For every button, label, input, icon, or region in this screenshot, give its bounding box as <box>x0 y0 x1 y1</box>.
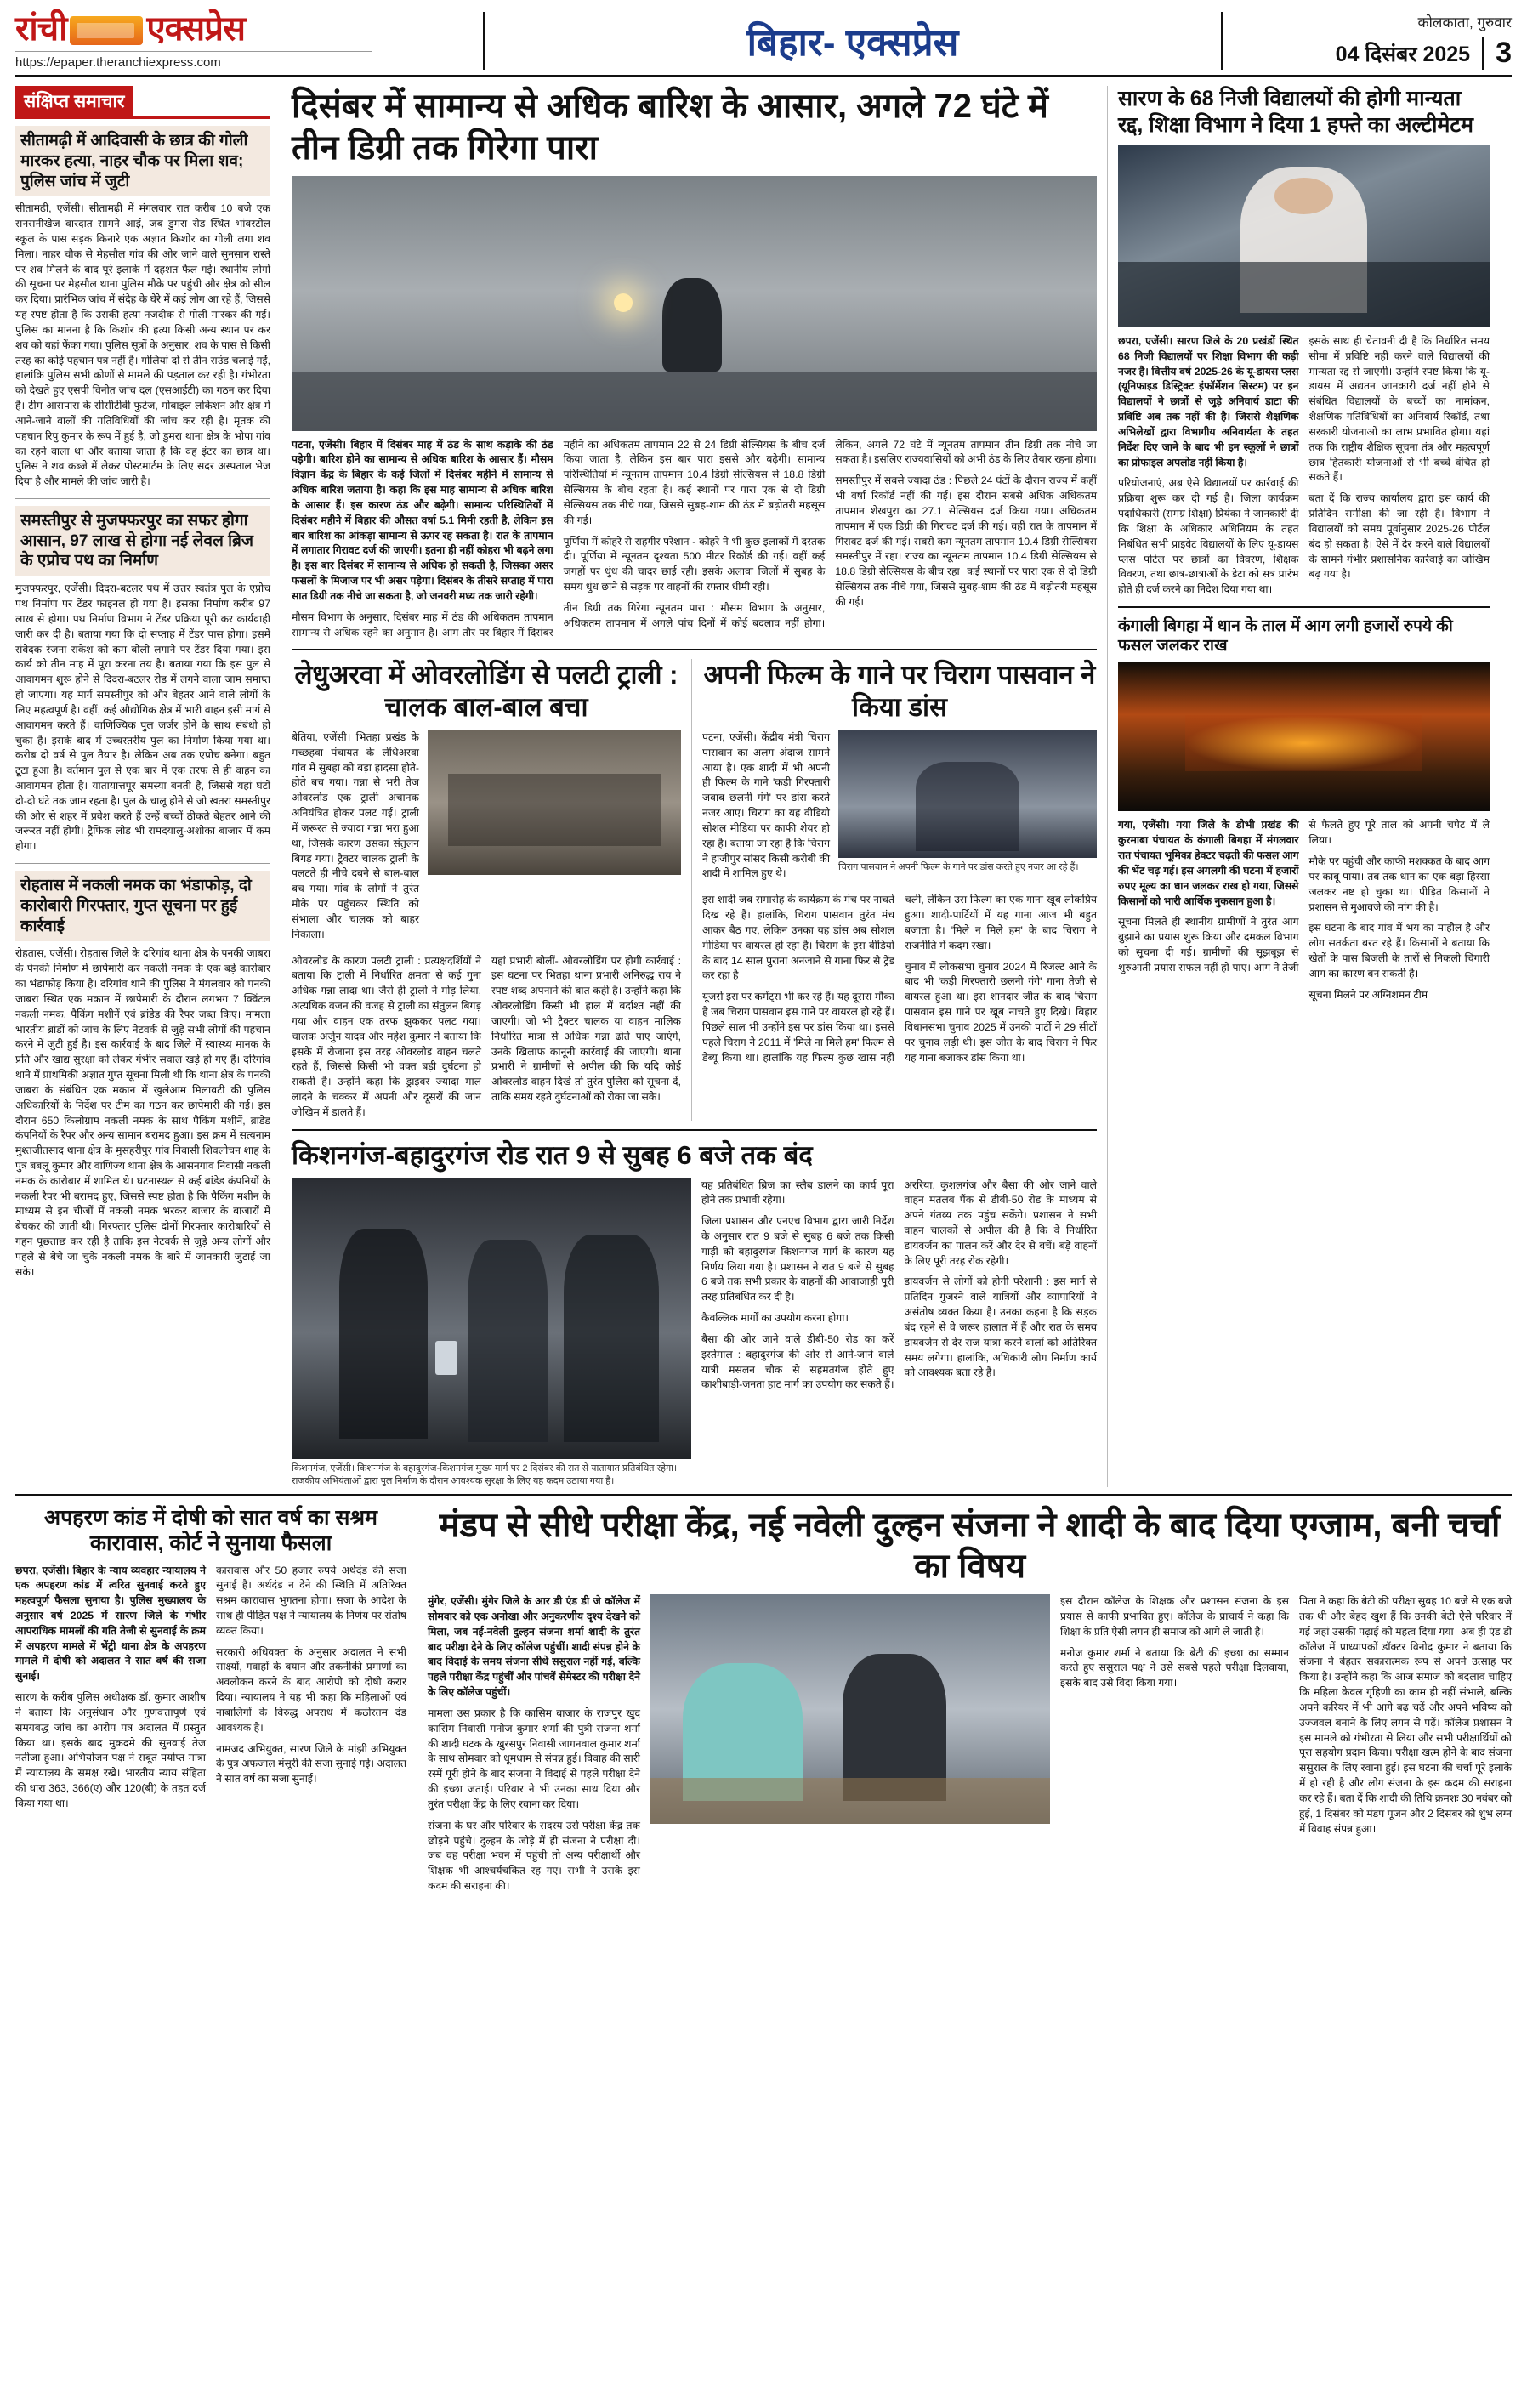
brief-title[interactable]: समस्तीपुर से मुजफ्फरपुर का सफर होगा आसान, 97 लाख से होगा नई लेवल ब्रिज के एप्रोच पथ का निर्माण <box>15 506 270 576</box>
section-title: बिहार- एक्सप्रेस <box>746 22 959 64</box>
chirag-para-2: इस शादी जब समारोह के कार्यक्रम के मंच पर नाचते दिख रहे हैं। हालांकि, चिराग पासवान तुरंत मंच आकर बैठ गए, लेकिन उनका यह डांस अब सोशल मीडिया पर वायरल हो रहा है। चिराग के इस वीडियो के बाद 14 साल पुराना अनजाने से गाना फिर से ट्रेंड कर रहा है। <box>702 894 894 982</box>
bride-para-4: इस दौरान कॉलेज के शिक्षक और प्रशासन संजना के इस प्रयास से काफी प्रभावित हुए। कॉलेज के प्राचार्य ने कहा कि शिक्षा के प्रति ऐसी लगन ही समाज को आगे ले जाती है। <box>1060 1595 1289 1638</box>
date-page-row <box>1336 37 1512 70</box>
lead-para-5: समस्तीपुर में सबसे ज्यादा ठंड : पिछले 24 घंटों के दौरान राज्य में कहीं भी वर्षा रिकॉर्ड नहीं की गई। इस दौरान सबसे अधिक अधिकतम तापमान शेखपुरा का 27.1 सेल्सियस दर्ज किया गया। अधिकतम तापमान में एक डिग्री की गिरावट दर्ज की गई। वहीं रात के तापमान में गिरावट दर्ज की गई। सबसे कम न्यूनतम तापमान 10.4 डिग्री सेल्सियस समस्तीपुर में रहा। राज्य का न्यूनतम तापमान 10.4 डिग्री सेल्सियस से 18.8 डिग्री सेल्सियस के बीच रहा। कई स्थानों पर पारा एक से दो डिग्री सेल्सियस तक नीचे गया, जिससे सुबह-शाम की ठंड में बढ़ोतरी महसूस की गई। <box>835 474 1097 608</box>
saran-para-3: इसके साथ ही चेतावनी दी है कि निर्धारित समय सीमा में प्रविष्टि नहीं करने वाले विद्यालयों की मान्यता रद्द से जाएगी। उन्होंने स्पष्ट किया कि यू-डायस में अद्यतन जानकारी दर्ज नहीं होने से संबंधित विद्यालयों के बच्चों का नामांकन, शैक्षणिक गतिविधियों का अनिवार्य रिकॉर्ड, तथा सरकारी योजनाओं का लाभ प्रभावित होगा। यहां तक कि राष्ट्रीय शैक्षिक सूचना तंत्र और महत्वपूर्ण छात्र हितकारी योजनाओं से भी बच्चे वंचित हो सकते हैं। <box>1308 335 1490 484</box>
politician-waving-crowd-photo <box>1118 145 1490 327</box>
bride-para-5: मनोज कुमार शर्मा ने बताया कि बेटी की इच्छा का सम्मान करते हुए ससुराल पक्ष ने उसे सबसे पहले परीक्षा दिलवाया, इसके बाद उसे विदा किया गया। <box>1060 1646 1289 1690</box>
bride-para-2: मामला उस प्रकार है कि कासिम बाजार के राजपुर खुद कासिम निवासी मनोज कुमार शर्मा की पुत्री संजना शर्मा की शादी घटक के खुरसपुर निवासी जागनवाल कुमार शर्मा के साथ सोमवार को धूमधाम से संपन्न हुई। विवाह की सारी रस्में पूरी होने के बाद संजना ने विदाई से पहले परीक्षा देने की इच्छा जताई। परिवार ने भी उनका साथ दिया और तुरंत परीक्षा केंद्र के लिए रवाना कर दिया। <box>428 1707 640 1810</box>
verdict-para-1: छपरा, एजेंसी। बिहार के न्याय व्यवहार न्यायालय ने एक अपहरण कांड में त्वरित सुनवाई करते हुए महत्वपूर्ण फैसला सुनाया है। पुलिस मुख्यालय के अनुसार वर्ष 2025 में सारण जिले के गंभीर आपराधिक मामलों की गति तेजी से सुनवाई के क्रम में अपहरण मामले में भेंट्री थाना क्षेत्र के अपहरण मामले में दोषी को अदालत ने सात वर्ष की सजा सुनाई। <box>15 1564 206 1683</box>
story-kidnapping-verdict <box>15 1505 406 1900</box>
kishanganj-photo-caption: किशनगंज, एजेंसी। किशनगंज के बहादुरगंज-किशनगंज मुख्य मार्ग पर 2 दिसंबर की रात से यातायात प्रतिबंधित रहेगा। राजकीय अभियंताओं द्वारा पुल निर्माण के दौरान आवश्यक सुरक्षा के लिए यह कदम उठाया गया है। <box>292 1462 678 1486</box>
logo-text-right: एक्सप्रेस <box>146 10 246 48</box>
chirag-para-1: पटना, एजेंसी। केंद्रीय मंत्री चिराग पासवान का अलग अंदाज सामने आया है। एक शादी में भी अपनी ही फिल्म के गाने 'कड़ी गिरफ्तारी जवाब छलनी गंगे' पर डांस करते नजर आए। चिराग का यह वीडियो सोशल मीडिया पर काफी शेयर हो रहा है। बताया जा रहा है कि चिराग ने हाजीपुर सांसद किसी करीबी की शादी में शामिल हुए थे। <box>702 730 830 880</box>
verdict-headline[interactable]: अपहरण कांड में दोषी को सात वर्ष का सश्रम कारावास, कोर्ट ने सुनाया फैसला <box>44 1505 377 1555</box>
saran-para-2: परियोजनाएं, अब ऐसे विद्यालयों पर कार्रवाई की प्रक्रिया शुरू कर दी गई है। जिला कार्यक्रम पदाधिकारी (समग्र शिक्षा) प्रियंका ने जानकारी दी कि शिक्षा के अधिकार अधिनियम के तहत निबंधित सभी प्राइवेट विद्यालयों के लिए यू-डायस प्लस पोर्टल पर छात्रों का विवरण, शिक्षक विवरण, तथा छात्र-छात्राओं के डेटा को सत्र प्रारंभ होते ही दर्ज करने का निदेश दिया गया था। <box>1118 477 1299 596</box>
bride-exam-headline[interactable]: मंडप से सीधे परीक्षा केंद्र, नई नवेली दुल्हन संजना ने शादी के बाद दिया एग्जाम, बनी चर्चा का विषय <box>439 1506 1501 1586</box>
mid-two-story-row <box>292 659 1097 1120</box>
chirag-photo-caption: चिराग पासवान ने अपनी फिल्म के गाने पर डांस करते हुए नजर आ रहे हैं। <box>838 861 1079 872</box>
brief-body: रोहतास, एजेंसी। रोहतास जिले के दरिगांव थाना क्षेत्र के पनकी जाबरा के पेनकी निर्माण में छापेमारी कर नकली नमक के एक बड़े कारोबार का भंडाफोड़ किया है। दरिगांव थाने की पुलिस ने मंगलवार को पनकी जाबरा स्थित एक मकान में छापेमारी के दौरान लगभग 7 क्विंटल नकली नमक, पैकिंग मशीनें एवं ब्रांडेड की रैपर जब्त किए। मामला भारतीय ब्रांडों को जांच के लिए नेटवर्क से जुड़े सभी लोगों की पहचान करने में जुटी हुई है। इस कार्रवाई के बाद जिले में स्वास्थ्य मानक के प्रति और खाद्य सुरक्षा को लेकर गंभीर सवाल खड़े हो गए हैं। दरिगांव थाने में प्राथमिकी अज्ञात गुप्त सूचना मिली थी कि थाना क्षेत्र के पनकी जाबरा के संबंधित एक मकान में खुलेआम मिलावटी की पुलिस अधिकारियों के निर्देश पर टीम का गठन कर छापेमारी की गई। इस दौरान 650 किलोग्राम नकली नमक के साथ पैकिंग मशीनें, ब्रांडेड कंपनियों के रैपर और अन्य सामान बरामद हुआ। इस क्रम में सत्यनाम मुश्तजीतसाद थाना क्षेत्र के मुसहरीपुर गांव निवासी शिवलोचन शाह के पुत्र बबलू कुमार और वाणिज्य थाना क्षेत्र के आसनगांव निवासी नकली नमक के कारोबार में शामिल थे। घटनास्थल से कई ब्रांडेड कंपनियों के नकली रैपर भी बरामद हुए, जिससे स्पष्ट होता है कि पैकिंग मशीन के माध्यम से इन चीजों में नकली नमक भरकर बाजार के बाजारों में बेचकर की जाती थी। गिरफ्तार पुलिस दोनों गिरफ्तार कारोबारियों से गहन पूछताछ कर रही है ताकि इस नेटवर्क से जुड़े अन्य लोगों और पहले से बेचे जा चुके नकली नमक के बारे में जानकारी जुटाई जा सके। <box>15 947 270 1278</box>
lead-story <box>292 86 1097 640</box>
divider <box>15 498 270 499</box>
trolley-para-3: यहां प्रभारी बोलीं- ओवरलोडिंग पर होगी कार्रवाई : इस घटना पर भितहा थाना प्रभारी अनिरुद्ध राय ने स्पष्ट शब्द अपनाने की बात कही है। उन्होंने कहा कि ओवरलोडिंग किसी भी हाल में बर्दाश्त नहीं की जाएगी। जो भी ट्रैक्टर चालक या वाहन मालिक निर्धारित मात्रा से अधिक गन्ना ढोते पाए जाएंगे, उनके खिलाफ कानूनी कार्रवाई की जाएगी। थाना प्रभारी ने ग्रामीणों से अपील की कि यदि कोई ओवरलोड वाहन दिखे तो तुरंत पुलिस को सूचना दें, ताकि समय रहते दुर्घटनाओं को रोका जा सके। <box>491 954 681 1104</box>
story-bride-exam <box>417 1505 1512 1900</box>
trolley-para-1: बेतिया, एजेंसी। भितहा प्रखंड के मच्छहवा पंचायत के लेधिअरवा गांव में सुबहा को बड़ा हादसा होते-होते बच गया। गन्ना से भरी तेज ओवरलोड एक ट्राली अचानक अनियंत्रित होकर पलट गई। ट्राली में जरूरत से ज्यादा गन्ना भरा हुआ था, जिसके कारण उसका संतुलन बिगड़ गया। ट्रैक्टर चालक ट्राली के पलटते ही नीचे दबने से बाल-बाल बच गया। गांव के लोगों ने तुरंत मौके पर पहुंचकर स्थिति को संभाला और चालक को बाहर निकाला। <box>292 730 419 940</box>
chirag-para-4: चुनाव में लोकसभा चुनाव 2024 में रिजल्ट आने के बाद भी 'कड़ी गिरफ्तारी छलनी गंगे' गाना तेजी से वायरल हुआ था। इस शानदार जीत के बाद चिराग पासवान इस गाने पर खूब नाचते हुए दिखे। बिहार विधानसभा चुनाव 2025 में उनकी पार्टी ने 29 सीटों पर चुनाव लड़ी थी। इस जीत के बाद चिराग ने फिर यह गाना बजाकर डांस किया था। <box>905 960 1097 1064</box>
divider <box>292 649 1097 650</box>
story-chirag <box>691 659 1097 1120</box>
lead-body <box>292 438 1097 641</box>
logo-text-left: रांची <box>15 10 67 48</box>
kishanganj-para-4: बैसा की ओर जाने वाले डीबी-50 रोड का करें इस्तेमाल : बहादुरगंज की ओर से आने-जाने वाले यात्री मसलन चौक से सहमतगंज होते हुए काशीबाड़ी-जनता हाट मार्ग का उपयोग कर सकते हैं। अररिया, कुशलगंज और बैसा की ओर जाने वाले वाहन मतलब पैंक से डीबी-50 रोड के माध्यम से अपने गंतव्य तक पहुंच सकेंगे। प्रशासन ने सभी वाहन चालकों से अपील की है कि वे निर्धारित डायवर्जन का पालन करें और देर से बचें। बड़े वाहनों के लिए पूरी तरह रोक रहेगी। <box>701 1178 1097 1391</box>
fire-para-3: मौके पर पहुंची और काफी मशक्कत के बाद आग पर काबू पाया। तब तक धान का एक बड़ा हिस्सा जलकर नष्ट हो चुका था। पीड़ित किसानों ने प्रशासन से मुआवजे की मांग की है। <box>1308 855 1490 913</box>
lead-para-3: पूर्णिया में कोहरे से राहगीर परेशान - कोहरे ने भी कुछ इलाकों में दस्तक दी। पूर्णिया में न्यूनतम दृश्यता 500 मीटर रिकॉर्ड की गई। वहीं कई जगहों पर धुंध की चादर छाई रही। इसके अलावा जिलों में सुबह के समय धुंध छाने से सड़क पर वाहनों की रफ्तार धीमी रही। <box>563 535 826 593</box>
overturned-trolley-scrap-photo <box>428 730 681 875</box>
kishanganj-para-2: जिला प्रशासन और एनएच विभाग द्वारा जारी निर्देश के अनुसार रात 9 बजे से सुबह 6 बजे तक किसी गाड़ी को बहादुरगंज किशनगंज मार्ग के कारण यह निर्णय लिया गया है। प्रशासन ने रात 9 बजे से सुबह 6 बजे तक सभी प्रकार के वाहनों की आवाजाही पूरी तरह प्रतिबंधित कर दी है। <box>701 1215 894 1303</box>
epaper-url[interactable]: https://epaper.theranchiexpress.com <box>15 51 372 70</box>
masthead-left <box>15 12 474 70</box>
lead-headline[interactable]: दिसंबर में सामान्य से अधिक बारिश के आसार, अगले 72 घंटे में तीन डिग्री तक गिरेगा पारा <box>292 88 1048 167</box>
sidebar-header-wrap <box>15 86 270 119</box>
story-saran-schools <box>1118 86 1490 598</box>
brief-item-2 <box>15 506 270 855</box>
chirag-para-3: यूजर्स इस पर कमेंट्स भी कर रहे हैं। यह दूसरा मौका है जब चिराग पासवान इस गाने पर वायरल हो रहे हैं। पिछले साल भी उन्होंने इस पर डांस किया था। इससे पहले चिराग ने 2011 में 'मिले ना मिले हम' फिल्म से डेब्यू किया था। हालांकि यह फिल्म कुछ खास नहीं चली, लेकिन उस फिल्म का एक गाना खूब लोकप्रिय हुआ। शादी-पार्टियों में यह गाना आज भी बहुत बजाता है। 'मिले न मिले हम' के बाद चिराग ने राजनीति में कदम रखा। <box>702 894 1097 1064</box>
newspaper-logo <box>15 12 474 46</box>
bride-taking-exam-photo <box>650 1594 1050 1824</box>
right-column <box>1107 86 1490 1487</box>
fire-headline[interactable]: कंगाली बिगहा में धान के ताल में आग लगी हजारों रुपये की फसल जलकर राख <box>1118 617 1453 656</box>
story-kishanganj <box>292 1139 1097 1487</box>
bride-para-6: पिता ने कहा कि बेटी की परीक्षा सुबह 10 बजे से एक बजे तक थी और बेहद खुश हैं कि उनकी बेटी ऐसे परिवार में गई जहां उसकी पढ़ाई को महत्व दिया गया। अब ही एंड डी कॉलेज में प्राध्यापकों डॉक्टर विनोद कुमार ने बताया कि संजना ने बेहतर सकारात्मक रूप से अपने उत्साह पर किया है। उन्होंने कहा कि आज समाज को बदलाव चाहिए कि महिला केवल गृहिणी का काम ही नहीं संभाले, बल्कि अपने करियर में भी आगे बढ़ चढ़ें और अपने भविष्य को उज्जवल बनाने के लिए लगन से पढ़ें। कॉलेज प्रशासन ने इस मामले को गंभीरता से लिया और सभी परीक्षार्थियों को पूरा सहयोग प्रदान किया। परीक्षा खत्म होने के बाद संजना ससुराल के लिए रवाना हुईं। इस घटना की चर्चा पूरे इलाके में हो रही है और लोग संजना के इस कदम की सराहना कर रहे हैं। बता दें कि शादी की तिथि क्रमशः 30 नवंबर को हुई, 1 दिसंबर को मंडप पूजन और 2 दिसंबर को शुभ लग्न में विवाह संपन्न हुआ। <box>1299 1595 1512 1835</box>
night-fire-field-photo <box>1118 662 1490 811</box>
bride-para-1: मुंगेर, एजेंसी। मुंगेर जिले के आर डी एंड डी जे कॉलेज में सोमवार को एक अनोखा और अनुकरणीय दृश्य देखने को मिला, जब नई-नवेली दुल्हन संजना शर्मा शादी के तुरंत बाद परीक्षा देने के लिए कॉलेज पहुंचीं। शादी संपन्न होने के बाद विदाई के समय संजना सीधे ससुराल नहीं गईं, बल्कि पहले परीक्षा केंद्र पहुंचीं और पांचवें सेमेस्टर की परीक्षा देने के लिए कॉलेज पहुंचीं। <box>428 1595 640 1699</box>
story-trolley <box>292 659 681 1120</box>
lead-para-1: पटना, एजेंसी। बिहार में दिसंबर माह में ठंड के साथ कड़ाके की ठंड पड़ेगी। बारिश होने का सामान्य से अधिक बारिश के आसार हैं। मौसम विज्ञान केंद्र के बिहार के कई जिलों में दिसंबर महीने में सामान्य से अधिक बारिश जताया है। कहा कि इस माह सामान्य से अधिक बारिश के आसार हैं। इस कारण ठंड और बढ़ेगी। सामान्य परिस्थितियों में दिसंबर महीने में बिहार की औसत वर्षा 5.1 मिमी रहती है, लेकिन इस बार बारिश का आंकड़ा सामान्य से ऊपर रह सकता है। रात के तापमान में लगातार गिरावट दर्ज की जाएगी। इतना ही नहीं कोहरा भी बढ़ने लगा है। इस बार दिसंबर में सामान्य से अधिक हो सकती है, जिसका असर फसलों के मिजाज पर भी असर पड़ेगा। दिसंबर के तीसरे सप्ताह में पारा सात डिग्री तक नीचे जा सकता है, जो जनवरी मध्य तक जारी रहेगी। <box>292 438 553 602</box>
fire-para-1: गया, एजेंसी। गया जिले के डोभी प्रखंड की कुरमाबा पंचायत के कंगाली बिगहा में मंगलवार रात पंचायत भूमिका हेक्टर चढ़ती की फसल आग की भेंट चढ़ गई। इस अगलगी की घटना में हजारों रुपए मूल्य का धान जलकर राख हो गया, जिससे किसानों को भारी आर्थिक नुकसान हुआ है। <box>1118 819 1299 907</box>
kishanganj-headline[interactable]: किशनगंज-बहादुरगंज रोड रात 9 से सुबह 6 बजे तक बंद <box>292 1139 813 1170</box>
brief-title[interactable]: रोहतास में नकली नमक का भंडाफोड़, दो कारोबारी गिरफ्तार, गुप्त सूचना पर हुई कार्रवाई <box>15 871 270 941</box>
brief-title[interactable]: सीतामढ़ी में आदिवासी के छात्र की गोली मारकर हत्या, नाहर चौक पर मिला शव; पुलिस जांच में जुटी <box>15 126 270 196</box>
story-fire <box>1118 616 1490 1002</box>
fire-para-4: इस घटना के बाद गांव में भय का माहौल है और लोग सतर्कता बरत रहे हैं। किसानों ने बताया कि खेतों के पास बिजली के तारों से निकली चिंगारी आग का कारण बन सकती है। <box>1308 922 1490 980</box>
chirag-paswan-dance-photo <box>838 730 1097 858</box>
saran-para-4: बता दें कि राज्य कार्यालय द्वारा इस कार्य की प्रतिदिन समीक्षा की जा रही है। विभाग ने विद्यालयों को समय पूर्वानुसार 2025-26 पोर्टल बंद हो सकता है। ऐसे में देर करने वाले विद्यालयों के सामने गंभीर प्रशासनिक कार्रवाई का जोखिम बढ़ गया है। <box>1308 492 1490 581</box>
lead-para-4: तीन डिग्री तक गिरेगा न्यूनतम पारा : मौसम विभाग के अनुसार, अधिकतम तापमान में अगले पांच दिनों में कोई बदलाव नहीं होगा। लेकिन, अगले 72 घंटे में न्यूनतम तापमान तीन डिग्री तक नीचे जा सकता है। इसलिए राज्यवासियों को अभी ठंड के लिए तैयार रहना होगा। <box>563 438 1097 629</box>
divider <box>15 863 270 864</box>
masthead-right <box>1231 12 1512 70</box>
fire-para-2: सूचना मिलते ही स्थानीय ग्रामीणों ने तुरंत आग बुझाने का प्रयास शुरू किया और दमकल विभाग को सूचना दी गई। ग्रामीणों की सूझबूझ से शुरुआती प्रयास सफल नहीं हो पाए। आग ने तेजी से फैलते हुए पूरे ताल को अपनी चपेट में ले लिया। <box>1118 819 1490 974</box>
bride-para-3: संजना के घर और परिवार के सदस्य उसे परीक्षा केंद्र तक छोड़ने पहुंचे। दुल्हन के जोड़े में ही संजना ने परीक्षा दी। जब वह परीक्षा भवन में पहुंची तो अन्य परीक्षार्थी और शिक्षक भी आश्चर्यचकित रह गए। सभी ने उसके इस कदम की सराहना की। <box>428 1819 640 1892</box>
foggy-highway-biker-photo <box>292 176 1097 431</box>
divider <box>1118 606 1490 608</box>
chirag-headline[interactable]: अपनी फिल्म के गाने पर चिराग पासवान ने किया डांस <box>703 660 1096 723</box>
saran-para-1: छपरा, एजेंसी। सारण जिले के 20 प्रखंडों स्थित 68 निजी विद्यालयों पर शिक्षा विभाग की कड़ी नजर है। वित्तीय वर्ष 2025-26 के यू-डायस प्लस (यूनिफाइड डिस्ट्रिक्ट इंफॉर्मेशन सिस्टम) पर इन विद्यालयों ने छात्रों से जुड़े अनिवार्य डाटा की प्रविष्टि अब तक नहीं की है। जिससे शैक्षणिक अभिलेखों द्वारा विभागीय अनिवार्यता के तहत निर्देश दिए जाने के बाद भी इन स्कूलों ने छात्रों का प्रोफाइल अपलोड नहीं किया है। <box>1118 335 1299 469</box>
kishanganj-para-3: कैवल्लिक मार्गों का उपयोग करना होगा। <box>701 1312 849 1325</box>
sidebar-header: संक्षिप्त समाचार <box>15 86 133 116</box>
night-road-protest-photo <box>292 1178 691 1459</box>
masthead <box>15 12 1512 77</box>
brief-item-1 <box>15 126 270 490</box>
fire-para-5: सूचना मिलने पर अग्निशमन टीम <box>1308 988 1428 1001</box>
page-number: 3 <box>1482 37 1512 70</box>
saran-headline[interactable]: सारण के 68 निजी विद्यालयों की होगी मान्यता रद्द, शिक्षा विभाग ने दिया 1 हफ्ते का अल्टीमेटम <box>1118 87 1473 137</box>
divider <box>292 1129 1097 1131</box>
edition-date: 04 दिसंबर 2025 <box>1335 42 1471 66</box>
verdict-para-5: नामजद अभियुक्त, सारण जिले के मांझी अभियुक्त के पुत्र अफजाल मंसूरी की सजा सुनाई गई। अदालत ने सात वर्ष का सजा सुनाई। <box>216 1742 406 1786</box>
lead-para-2: मौसम विभाग के अनुसार, दिसंबर माह में ठंड की अधिकतम तापमान सामान्य से अधिक रहने का अनुमान है। आम तौर पर बिहार में दिसंबर महीने का अधिकतम तापमान 22 से 24 डिग्री सेल्सियस के बीच दर्ज किया जाता है, लेकिन इस बार पारा इससे और बढ़ेगी। सामान्य परिस्थितियों में न्यूनतम तापमान 10.4 डिग्री सेल्सियस से 18.8 डिग्री सेल्सियस के बीच रहता है। कई स्थानों पर पारा एक से दो डिग्री सेल्सियस तक नीचे गया, जिससे सुबह-शाम की ठंड में बढ़ोतरी महसूस की गई। <box>292 438 826 639</box>
verdict-para-4: सरकारी अधिवक्ता के अनुसार अदालत ने सभी साक्ष्यों, गवाहों के बयान और तकनीकी प्रमाणों का अवलोकन करने के बाद आरोपी को दोषी करार दिया। न्यायालय ने यह भी कहा कि महिलाओं एवं नाबालिगों के विरुद्ध अपराध में कठोरतम दंड आवश्यक है। <box>216 1645 406 1734</box>
sun-logo-icon <box>70 16 143 45</box>
kishanganj-para-1: यह प्रतिबंधित ब्रिज का स्लैब डालने का कार्य पूरा होने तक प्रभावी रहेगा। <box>701 1178 894 1207</box>
kishanganj-para-5: डायवर्जन से लोगों को होगी परेशानी : इस मार्ग से प्रतिदिन गुजरने वाले यात्रियों और व्यापारियों ने असंतोष व्यक्त किया है। उनका कहना है कि सड़क बंद रहने से वे जरूर हालात में हैं और रात के समय डायवर्जन से देर राज यात्रा करने वालों को अतिरिक्त समय लगेगा। हालांकि, अधिकारी लोग निर्माण कार्य को आवश्यक बता रहे हैं। <box>904 1275 1097 1379</box>
masthead-center <box>483 12 1223 70</box>
brief-body: मुजफ्फरपुर, एजेंसी। दिदरा-बटलर पथ में उत्तर स्वतंत्र पुल के एप्रोच पथ निर्माण पर टेंडर फाइनल हो गया है। इसका निर्माण करीब 97 लाख से होगा। पथ निर्माण विभाग ने टेंडर प्रक्रिया पूरी कर कार्यवाही जारी कर दी है। बताया गया कि दो सप्ताह में टेंडर पास होगा। इसमें संवेदक रंजना राकेश को कम बोली लगाने पर टेंडर दिया गया। इस कार्य को तीन माह में पूरा करना तय है। बताया गया कि इस पुल से आवागमन शुरू होने से दिदरा-बटलर रोड में लगने वाला जाम समाप्त हो जाएगा। यह मार्ग समस्तीपुर को और बेहतर आने वाले लोगों के लिए महत्वपूर्ण है। वहीं, कई औद्योगिक क्षेत्र में भारी वाहन इसी मार्ग से आवागमन करते हैं। वाणिज्यिक पुल जर्जर होने के साथ संबंधी हो चुका है। इसके बाद में उच्चस्तरीय पुल का निर्माण किया गया था। करीब दो वर्ष से पुल तैयार है। लेकिन अब तक एप्रोच बनेगा। बहुत टूटा हुआ है। वर्तमान पुल से एक बार में एक तरफ से ही वाहन का आवागमन होता है। यातायात्तपूर समस्या बनती है, जिससे यहां घंटों दो-दो घंटे तक जाम रहता है। पुल के चालू होने से जो खतरा समस्तीपुर की ओर से शहर में प्रवेश करते हैं उन्हें बच्चों ठीकते बेहतर आने की जरूरत नहीं होगी। ट्रैफिक लोड भी रामदयालु-अशोका बाजार में कम होगा। <box>15 582 270 853</box>
edition-place-day: कोलकाता, गुरुवार <box>1417 14 1512 31</box>
main-column <box>281 86 1097 1487</box>
trolley-para-2: ओवरलोड के कारण पलटी ट्राली : प्रत्यक्षदर्शियों ने बताया कि ट्राली में निर्धारित क्षमता से कई गुना अधिक गन्ना लादा था। जैसे ही ट्राली ने मोड़ लिया, अत्यधिक वजन की वजह से ट्राली का संतुलन बिगड़ गया और वाहन एक तरफ झुककर पलट गया। चालक अर्जुन यादव और महेश कुमार ने बताया कि इसके में रोजाना इस तरह ओवरलोड वाहन चलते रहते हैं, जिससे किसी भी वक्त बड़ी दुर्घटना हो सकती है। उन्होंने कहा कि ड्राइवर ज्यादा माल लादने के चक्कर में अपनी और दूसरों की जान जोखिम में डालते हैं। <box>292 954 481 1118</box>
sidebar-brief-news <box>15 86 270 1487</box>
brief-body: सीतामढ़ी, एजेंसी। सीतामढ़ी में मंगलवार रात करीब 10 बजे एक सनसनीखेज वारदात सामने आई, जब डुमरा रोड स्थित भांवरटोल स्कूल के पास सड़क किनारे एक अज्ञात किशोर का गोली लगा शव मिला। नाहर चौक से मेहसौल गांव की ओर जाने वाले सुनसान रास्ते पर शव मिलने के बाद पूरे इलाके में दहशत फैल गई। स्थानीय लोगों की सूचना पर मेहसौल थाना पुलिस मौके पर पहुंची और क्षेत्र को सील कर दिया। प्रारंभिक जांच में संदेह के घेरे में कई लोग आ रहे हैं, जिससे यह स्पष्ट होता है कि उसकी हत्या नजदीक से गोली मारकर की गई। पुलिस का मानना है कि किशोर की हत्या किसी अन्य स्थान पर कर शव को यहां फेंका गया। पुलिस सूत्रों के अनुसार, शव के पास से किसी तरह का कोई पहचान पत्र नहीं है। गोलियां दो से तीन राउंड चलाई गईं, हालांकि पुलिस सभी कोणों से मामले की पड़ताल कर रही है। गंभीरता को देखते हुए एसपी विनीत जांच दल (एसआईटी) का गठन कर दिया है। टीम आसपास के सीसीटीवी फुटेज, मोबाइल लोकेशन और क्षेत्र में आने-जाने वालों की गतिविधियों की जांच कर रही है। मृतक की पहचान रिपु कुमार के रूप में हुई है, जो डुमरा थाना क्षेत्र के भोपा गांव का रहने वाला था और बताया जाता है कि वह इंटर का छात्र था। पुलिस ने शव कब्जे में लेकर पोस्टमार्टम के लिए सदर अस्पताल भेज दिया है और मामले की जांच जारी है। <box>15 202 270 488</box>
brief-item-3 <box>15 871 270 1280</box>
trolley-headline[interactable]: लेधुअरवा में ओवरलोडिंग से पलटी ट्राली : चालक बाल-बाल बचा <box>294 660 678 723</box>
verdict-para-3: कारावास और 50 हजार रुपये अर्थदंड की सजा सुनाई है। अर्थदंड न देने की स्थिति में अतिरिक्त सश्रम कारावास भुगतना होगा। सजा के आदेश के साथ ही पीड़ित पक्ष ने न्यायालय के निर्णय पर संतोष व्यक्त किया। <box>216 1564 406 1637</box>
page-body <box>15 86 1512 1487</box>
verdict-para-2: सारण के करीब पुलिस अधीक्षक डॉ. कुमार आशीष ने बताया कि अनुसंधान और गुणवत्तापूर्ण एवं समयबद्ध जांच का आरोप पत्र अदालत में प्रस्तुत किया था। इसके बाद मुकदमे की सुनवाई तेज नतीजा हुआ। अभियोजन पक्ष ने सबूत पर्याप्त मात्रा में न्यायालय के समक्ष रखे। भारतीय न्याय संहिता की धारा 363, 366(ए) और 120(बी) के तहत दर्ज किया गया था। <box>15 1691 206 1809</box>
bottom-section <box>15 1494 1512 1900</box>
